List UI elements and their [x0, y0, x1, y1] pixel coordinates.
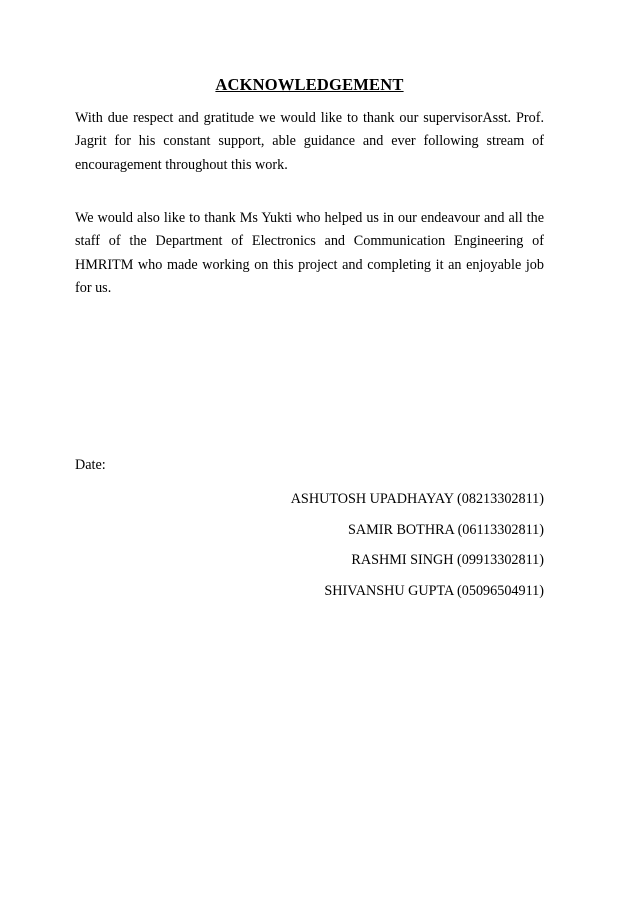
acknowledgement-paragraph: With due respect and gratitude we would like to thank our supervisorAsst. Prof. Jagrit for his constant support, able guidance and ever following stream of encouragement throughout this work.: [75, 110, 544, 173]
signatory-name: ASHUTOSH UPADHAYAY (08213302811): [290, 491, 544, 507]
signatory-list: [291, 484, 544, 606]
signatory-name: SAMIR BOTHRA (06113302811): [347, 521, 544, 538]
page-title: ACKNOWLEDGEMENT: [215, 75, 404, 94]
signatory-name: SHIVANSHU GUPTA (05096504911): [324, 582, 544, 599]
date-label: Date:: [75, 457, 106, 473]
signatory-name: RASHMI SINGH (09913302811): [351, 552, 544, 568]
acknowledgement-paragraph: We would also like to thank Ms Yukti who helped us in our endeavour and all the staff of the Department of Electronics and Communication Engineering of HMRITM who made working on this project and completing it an enjoyable job for us.: [75, 210, 544, 297]
